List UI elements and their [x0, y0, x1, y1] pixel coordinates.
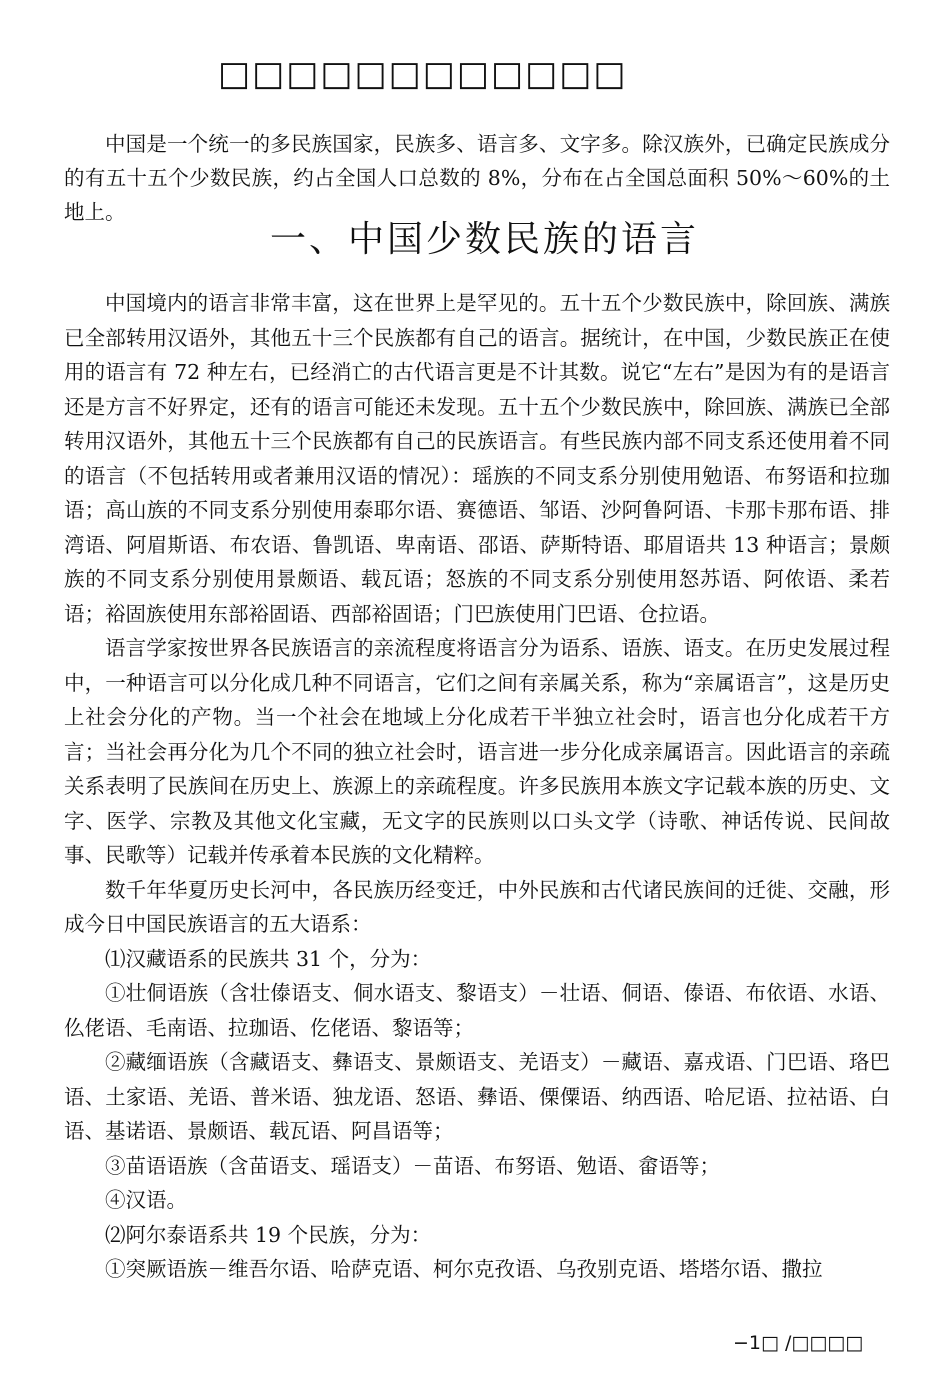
body-paragraph: 语言学家按世界各民族语言的亲流程度将语言分为语系、语族、语支。在历史发展过程中，一种语言可以分化成几种不同语言，它们之间有亲属关系，称为“亲属语言”，这是历史上社会分化的产物。当一个社会在地域上分化成若干半独立社会时，语言也分化成若干方言；当社会再分化为几个不同的独立社会时，语言进一步分化成亲属语言。因此语言的亲疏关系表明了民族间在历史上、族源上的亲疏程度。许多民族用本族文字记载本族的历史、文字、医学、宗教及其他文化宝藏，无文字的民族则以口头文学（诗歌、神话传说、民间故事、民歌等）记载并传承着本民族的文化精粹。 — [64, 636, 890, 867]
body-paragraph: 数千年华夏历史长河中，各民族历经变迁，中外民族和古代诸民族间的迁徙、交融，形成今日中国民族语言的五大语系： — [64, 877, 890, 936]
list-heading: ⑵阿尔泰语系共 19 个民族，分为： — [105, 1222, 432, 1247]
list-heading: ⑴汉藏语系的民族共 31 个，分为： — [105, 946, 432, 971]
list-item: ④汉语。 — [105, 1188, 187, 1212]
page-number: −1□ /□□□□ — [733, 1332, 864, 1354]
list-item: ①突厥语族－维吾尔语、哈萨克语、柯尔克孜语、乌孜别克语、塔塔尔语、撒拉 — [105, 1257, 823, 1281]
list-item: ①壮侗语族（含壮傣语支、侗水语支、黎语支）－壮语、侗语、傣语、布依语、水语、仫佬语、毛南语、拉珈语、仡佬语、黎语等； — [64, 981, 890, 1040]
document-body — [64, 286, 890, 1287]
list-item: ②藏缅语族（含藏语支、彝语支、景颇语支、羌语支）－藏语、嘉戎语、门巴语、珞巴语、土家语、羌语、普米语、独龙语、怒语、彝语、傈僳语、纳西语、哈尼语、拉祜语、白语、基诺语、景颇语、载瓦语、阿昌语等； — [64, 1050, 890, 1143]
list-item: ③苗语语族（含苗语支、瑶语支）－苗语、布努语、勉语、畲语等； — [105, 1153, 720, 1178]
intro-paragraph: 中国是一个统一的多民族国家，民族多、语言多、文字多。除汉族外，已确定民族成分的有五十五个少数民族，约占全国人口总数的 8%，分布在占全国总面积 50%～60%的土地上。 — [64, 132, 890, 224]
document-title: □□□□□□□□□□□□ — [218, 54, 628, 94]
body-paragraph: 中国境内的语言非常丰富，这在世界上是罕见的。五十五个少数民族中，除回族、满族已全部转用汉语外，其他五十三个民族都有自己的语言。据统计，在中国，少数民族正在使用的语言有 72 种左右，已经消亡的古代语言更是不计其数。说它“左右”是因为有的是语言还是方言不好界定，还有的语言可能还未发现。五十五个少数民族中，除回族、满族已全部转用汉语外，其他五十三个民族都有自己的民族语言。有些民族内部不同支系还使用着不同的语言（不包括转用或者兼用汉语的情况）：瑶族的不同支系分别使用勉语、布努语和拉珈语；高山族的不同支系分别使用泰耶尔语、赛德语、邹语、沙阿鲁阿语、卡那卡那布语、排湾语、阿眉斯语、布农语、鲁凯语、卑南语、邵语、萨斯特语、耶眉语共 13 种语言；景颇族的不同支系分别使用景颇语、载瓦语；怒族的不同支系分别使用怒苏语、阿侬语、柔若语；裕固族使用东部裕固语、西部裕固语；门巴族使用门巴语、仓拉语。 — [64, 291, 890, 626]
section-heading: 一、中国少数民族的语言 — [270, 219, 700, 260]
